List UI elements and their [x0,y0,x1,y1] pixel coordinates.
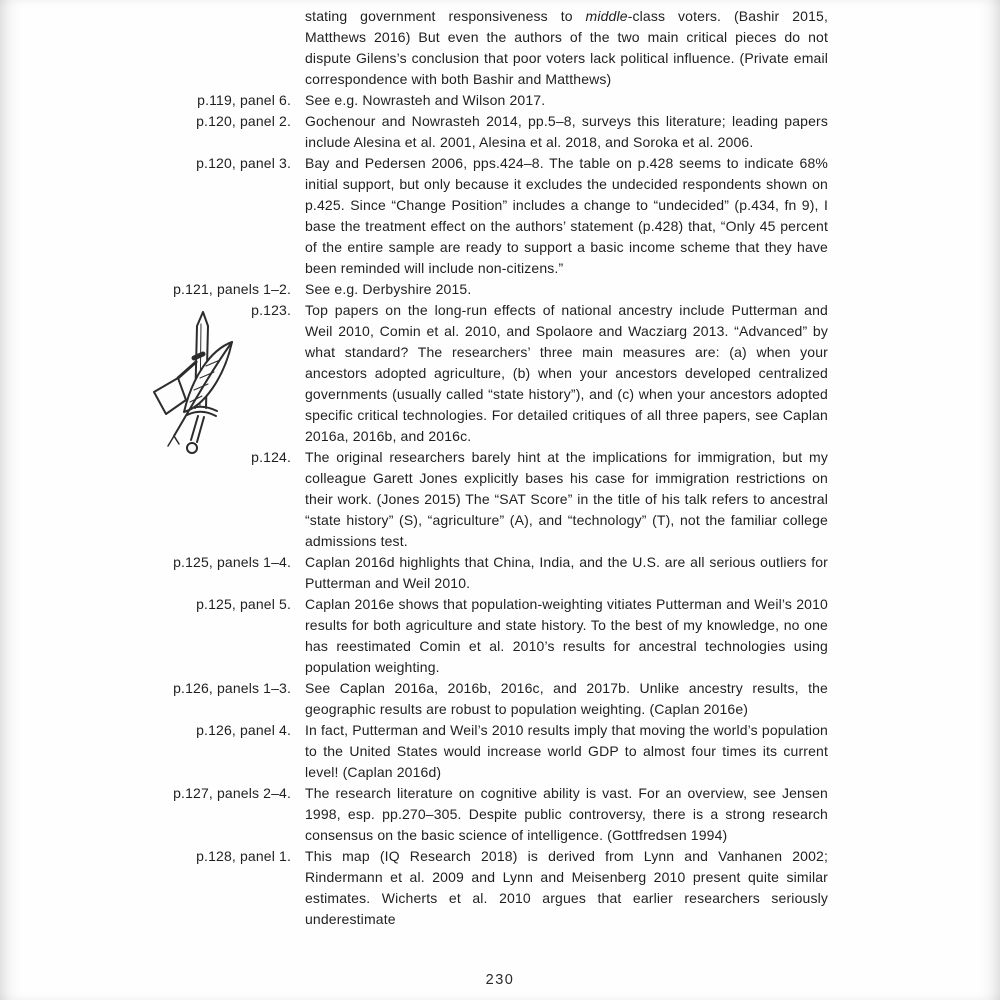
note-entry [0,111,836,153]
note-page-label: p.127, panels 2–4. [173,785,291,801]
note-entry [0,300,836,447]
note-text: Gochenour and Nowrasteh 2014, pp.5–8, surveys this literature; leading papers include Alesina et al. 2001, Alesina et al. 2018, and Soroka et al. 2006. [305,113,828,150]
note-text: The original researchers barely hint at the implications for immigration, but my colleague Garett Jones explicitly bases his case for immigration restrictions on their work. (Jones 2015) The “SAT Score” in the title of his talk refers to ancestral “state history” (S), “agriculture” (A), and “technology” (T), not the familiar college admissions test. [305,449,828,549]
note-entry [0,720,836,783]
note-text: See e.g. Derbyshire 2015. [305,281,472,297]
note-page-label: p.124. [251,449,291,465]
note-page-label: p.125, panels 1–4. [173,554,291,570]
note-entry [0,678,836,720]
note-text: Caplan 2016e shows that population-weighting vitiates Putterman and Weil’s 2010 results for both agriculture and state history. To the best of my knowledge, no one has reestimated Comin et al. 2010’s results for ancestral technologies using population weighting. [305,596,828,675]
note-entry [0,6,836,90]
note-entry [0,90,836,111]
note-page-label: p.128, panel 1. [196,848,291,864]
note-text: Bay and Pedersen 2006, pps.424–8. The table on p.428 seems to indicate 68% initial support, but only because it excludes the undecided respondents shown on p.425. Since “Change Position” includes a change to “undecided” (p.434, fn 9), I base the treatment effect on the authors’ statement (p.428) that, “Only 45 percent of the entire sample are ready to support a basic income scheme that they have been reminded will include non-citizens.” [305,155,828,276]
note-page-label [0,6,291,90]
note-entry [0,279,836,300]
note-text: This map (IQ Research 2018) is derived from Lynn and Vanhanen 2002; Rindermann et al. 2009 and Lynn and Meisenberg 2010 present quite similar estimates. Wicherts et al. 2010 argues that earlier researchers seriously underestimate [305,848,828,927]
note-entry [0,783,836,846]
note-entry [0,552,836,594]
note-text: See e.g. Nowrasteh and Wilson 2017. [305,92,546,108]
notes-list [0,6,836,930]
note-entry [0,846,836,930]
note-page-label: p.126, panels 1–3. [173,680,291,696]
note-text: stating government responsiveness to middle-class voters. (Bashir 2015, Matthews 2016) But even the authors of the two main critical pieces do not dispute Gilens’s conclusion that poor voters lack political influence. (Private email correspondence with both Bashir and Matthews) [305,8,828,87]
note-page-label: p.120, panel 3. [196,155,291,171]
note-page-label: p.126, panel 4. [196,722,291,738]
note-text: In fact, Putterman and Weil’s 2010 results imply that moving the world’s population to the United States would increase world GDP to almost four times its current level! (Caplan 2016d) [305,722,828,780]
note-text: Top papers on the long-run effects of national ancestry include Putterman and Weil 2010, Comin et al. 2010, and Spolaore and Wacziarg 2013. “Advanced” by what standard? The researchers’ three main measures are: (a) when your ancestors adopted agriculture, (b) when your ancestors developed centralized governments (usually called “state history”), and (c) when your ancestors adopted specific critical technologies. For detailed critiques of all three papers, see Caplan 2016a, 2016b, and 2016c. [305,302,828,444]
note-page-label: p.120, panel 2. [196,113,291,129]
note-page-label: p.123. [251,302,291,318]
note-page-label: p.119, panel 6. [197,92,291,108]
page-number: 230 [485,972,515,988]
note-entry [0,447,836,552]
note-page-label: p.125, panel 5. [196,596,291,612]
note-text: Caplan 2016d highlights that China, India, and the U.S. are all serious outliers for Putterman and Weil 2010. [305,554,828,591]
note-entry [0,594,836,678]
note-page-label: p.121, panels 1–2. [173,281,291,297]
note-text: See Caplan 2016a, 2016b, 2016c, and 2017b. Unlike ancestry results, the geographic results are robust to population weighting. (Caplan 2016e) [305,680,828,717]
note-text: The research literature on cognitive ability is vast. For an overview, see Jensen 1998, esp. pp.270–305. Despite public controversy, there is a strong research consensus on the basic science of intelligence. (Gottfredsen 1994) [305,785,828,843]
note-entry [0,153,836,279]
